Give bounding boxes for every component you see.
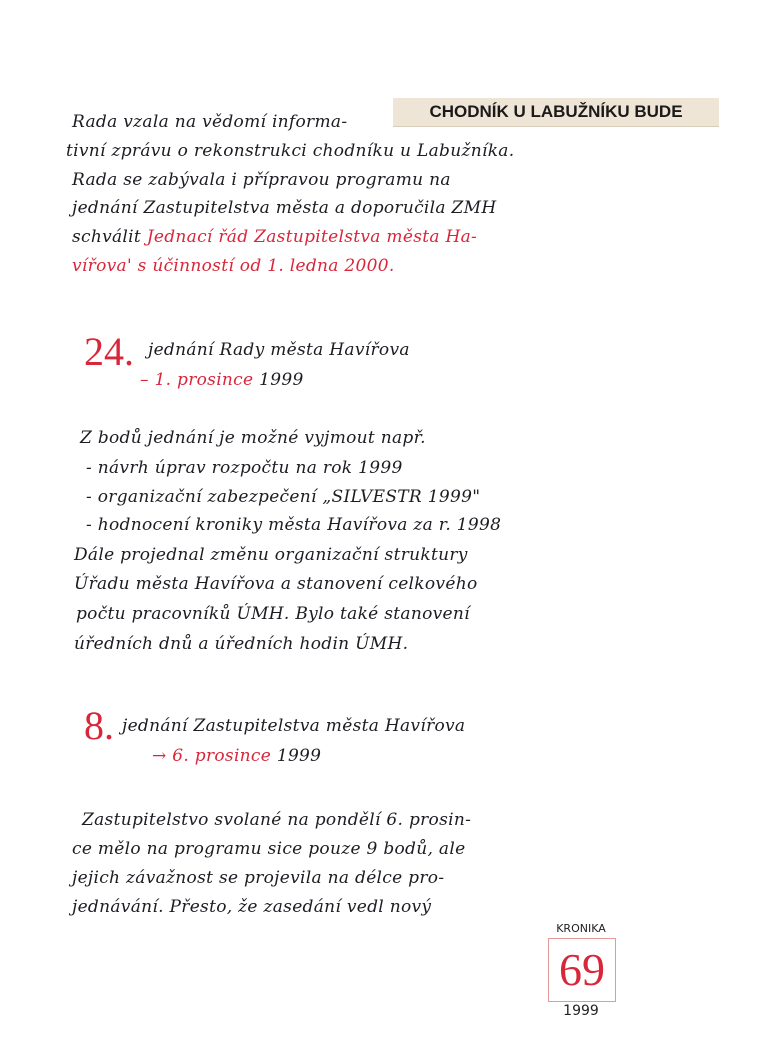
- badge-label: KRONIKA: [556, 922, 606, 935]
- section-date: [140, 370, 304, 390]
- section-date: [152, 746, 321, 766]
- text-line: tivní zprávu o rekonstrukci chodníku u Labužníka.: [66, 141, 515, 161]
- list-item: - organizační zabezpečení „SILVESTR 1999": [86, 487, 481, 507]
- date-red: → 6. prosince: [152, 746, 272, 766]
- section-title: jednání Rady města Havířova: [148, 340, 410, 360]
- text-black: schválit: [72, 227, 142, 247]
- text-line: Zastupitelstvo svolané na pondělí 6. prosin-: [82, 810, 472, 830]
- text-line: Rada se zabývala i přípravou programu na: [72, 170, 451, 190]
- section-number: 8.: [84, 703, 114, 748]
- text-line: Rada vzala na vědomí informa-: [72, 112, 348, 132]
- text-line: počtu pracovníků ÚMH. Bylo také stanovení: [76, 604, 470, 624]
- section-number: 24.: [84, 329, 134, 374]
- list-item: - hodnocení kroniky města Havířova za r. 1998: [86, 515, 502, 535]
- text-line: úředních dnů a úředních hodin ÚMH.: [74, 634, 409, 654]
- badge-year: 1999: [563, 1003, 599, 1019]
- text-line: Dále projednal změnu organizační struktury: [74, 545, 468, 565]
- date-year: 1999: [259, 370, 304, 390]
- text-red-highlight: Jednací řád Zastupitelstva města Ha-: [146, 227, 478, 247]
- newspaper-clipping-headline: CHODNÍK U LABUŽNÍKU BUDE: [393, 98, 719, 127]
- date-red: – 1. prosince: [140, 370, 254, 390]
- text-line: [72, 227, 477, 247]
- text-line: jednání Zastupitelstva města a doporučila ZMH: [72, 198, 497, 218]
- text-line: Z bodů jednání je možné vyjmout např.: [80, 428, 426, 448]
- date-year: 1999: [276, 746, 322, 766]
- list-item: - návrh úprav rozpočtu na rok 1999: [86, 458, 403, 478]
- page-number: 69: [548, 938, 616, 1002]
- text-line: jejich závažnost se projevila na délce pro-: [72, 868, 445, 888]
- text-line-red: vířova' s účinností od 1. ledna 2000.: [72, 256, 395, 276]
- text-line: ce mělo na programu sice pouze 9 bodů, ale: [72, 839, 466, 859]
- section-title: jednání Zastupitelstva města Havířova: [122, 716, 466, 736]
- text-line: jednávání. Přesto, že zasedání vedl nový: [72, 897, 432, 917]
- text-line: Úřadu města Havířova a stanovení celkového: [74, 574, 478, 594]
